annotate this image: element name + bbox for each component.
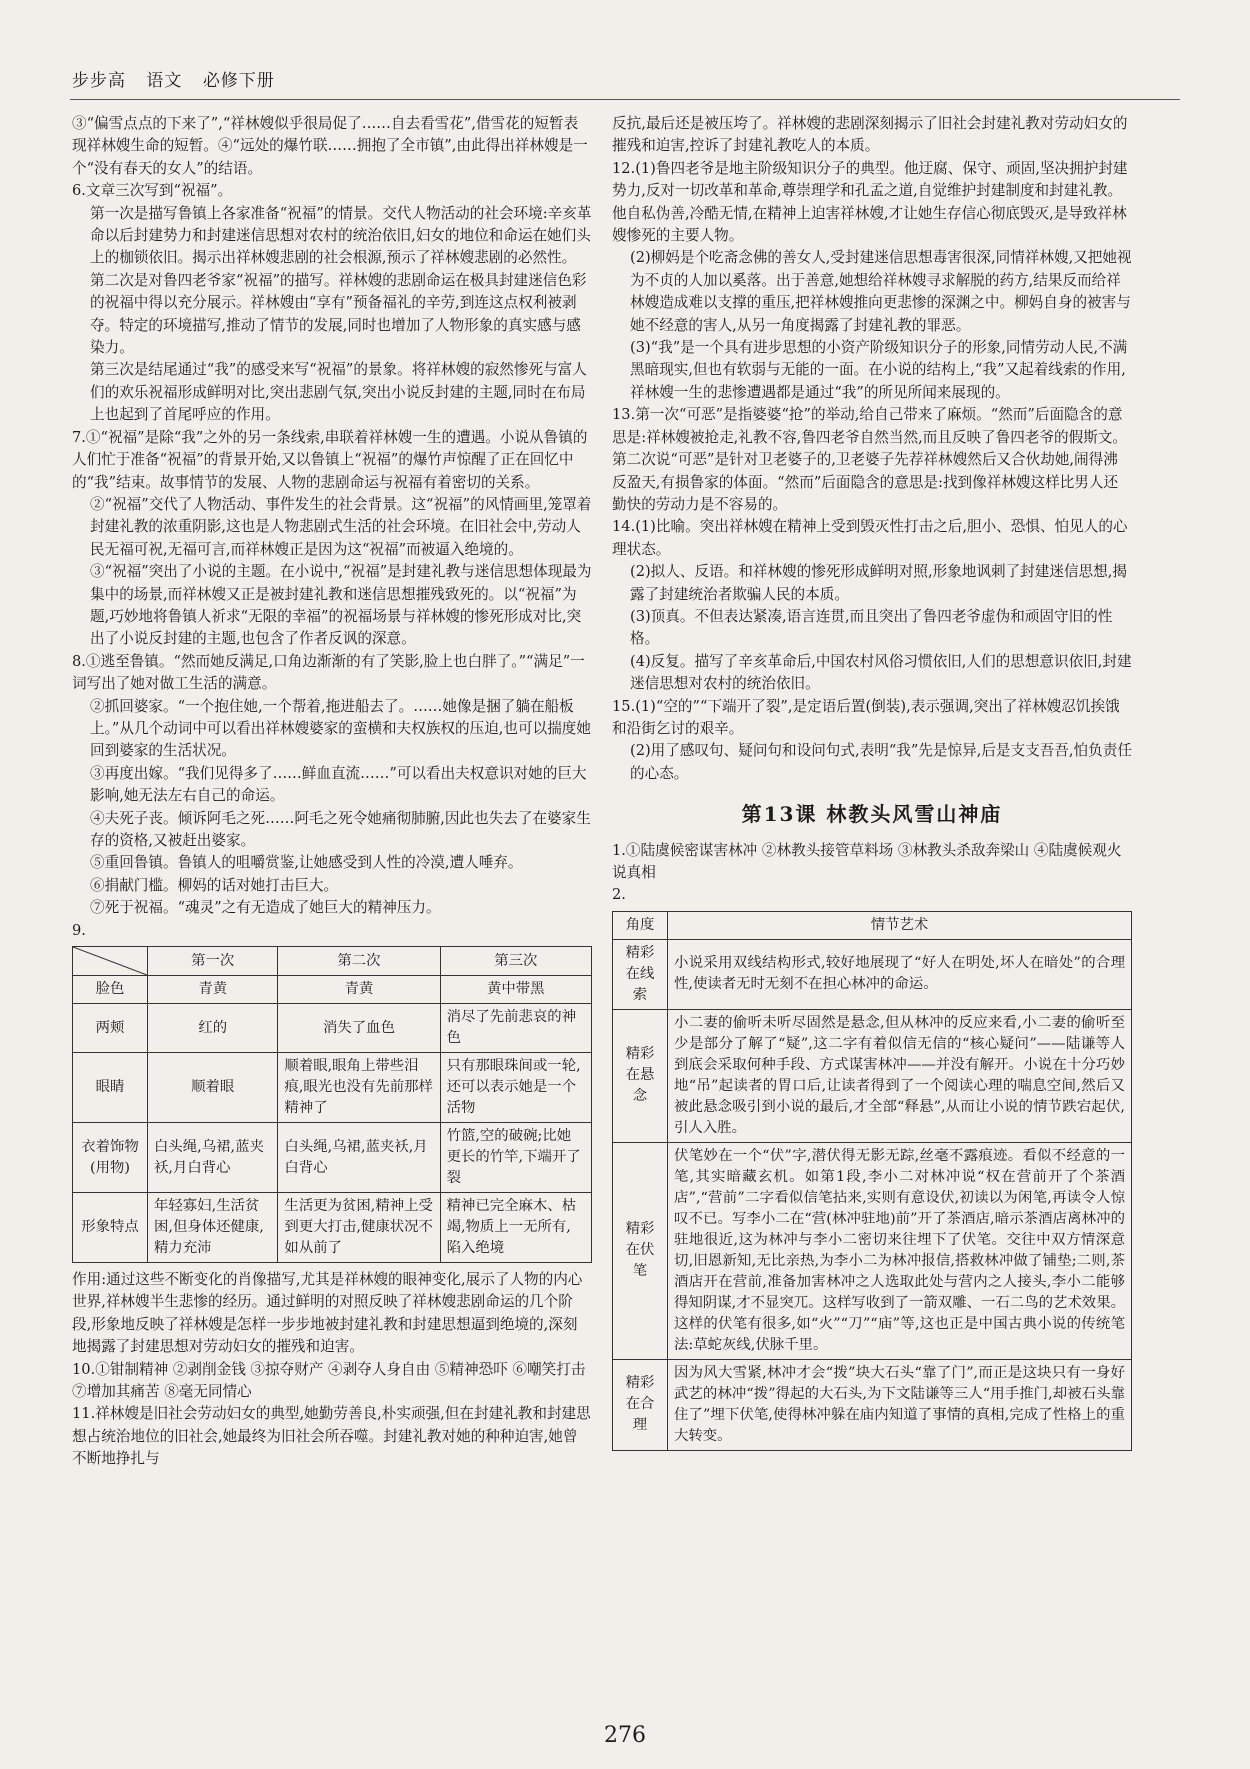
volume-label: 必修下册 [202,71,275,91]
answer-paragraph: 第二次是对鲁四老爷家“祝福”的描写。祥林嫂的悲剧命运在极具封建迷信色彩的祝福中得以充分展示。祥林嫂由“享有”预备福礼的辛劳,到连这点权利被剥夺。特定的环境描写,推动了情节的发展,同时也增加了人物形象的真实感与感染力。 [90,271,587,357]
table-header-cell: 第二次 [278,947,440,976]
answer-paragraph: 7.①“祝福”是除“我”之外的另一条线索,串联着祥林嫂一生的遭遇。小说从鲁镇的人们忙于准备“祝福”的背景开始,又以鲁镇上“祝福”的爆竹声惊醒了正在回忆中的“我”结束。故事情节的发展、人物的悲剧命运与祝福有着密切的关系。 [72,428,588,491]
right-column [612,113,1132,1457]
answer-paragraph: ④夫死子丧。倾诉阿毛之死……阿毛之死令她痛彻肺腑,因此也失去了在婆家生存的资格,又被赶出婆家。 [90,809,591,849]
table-cell: 白头绳,乌裙,蓝夹袄,月白背心 [278,1123,440,1193]
row-label: 形象特点 [73,1193,148,1263]
table-cell: 青黄 [148,976,278,1004]
answer-paragraph: 2. [612,886,626,904]
answer-paragraph: 15.(1)“空的”“下端开了裂”,是定语后置(倒装),表示强调,突出了祥林嫂忍饥挨饿和沿街乞讨的艰辛。 [612,697,1120,737]
table-cell: 竹篮,空的破碗;比她更长的竹竿,下端开了裂 [440,1123,591,1193]
table-header-cell: 第一次 [148,947,278,976]
row-label: 眼睛 [73,1053,148,1123]
answer-paragraph: ⑤重回鲁镇。鲁镇人的咀嚼赏鉴,让她感受到人性的冷漠,遭人唾弃。 [90,854,523,872]
answer-paragraph: ③再度出嫁。“我们见得多了……鲜血直流……”可以看出夫权意识对她的巨大影响,她无法左右自己的命运。 [90,764,587,805]
table-row [73,1004,592,1053]
answer-paragraph: 12.(1)鲁四老爷是地主阶级知识分子的典型。他迂腐、保守、顽固,坚决拥护封建势力,反对一切改革和革命,尊崇理学和孔孟之道,自觉维护封建制度和封建礼教。他自私伪善,冷酷无情,在精神上迫害祥林嫂,才让她生存信心彻底毁灭,是导致祥林嫂惨死的主要人物。 [612,159,1128,245]
table-row [613,1142,1132,1359]
table-cell: 红的 [148,1004,278,1053]
left-column [72,113,592,1471]
table-cell: 消失了血色 [278,1004,440,1053]
answer-paragraph: (4)反复。描写了辛亥革命后,中国农村风俗习惯依旧,人们的思想意识依旧,封建迷信思想对农村的统治依旧。 [630,652,1132,693]
row-label: 精彩在线索 [613,939,668,1009]
answer-paragraph: 6.文章三次写到“祝福”。 [72,182,233,200]
table-row [73,976,592,1004]
answer-paragraph: 10.①钳制精神 ②剥削金钱 ③掠夺财产 ④剥夺人身自由 ⑤精神恐吓 ⑥嘲笑打击 ⑦增加其痛苦 ⑧毫无同情心 [72,1360,586,1401]
answer-paragraph: 反抗,最后还是被压垮了。祥林嫂的悲剧深刻揭示了旧社会封建礼教对劳动妇女的摧残和迫害,控诉了封建礼教吃人的本质。 [612,115,1128,155]
subject-label: 语文 [146,71,183,91]
row-label: 精彩在合理 [613,1359,668,1450]
answer-paragraph: 13.第一次“可恶”是指婆婆“抢”的举动,给自己带来了麻烦。“然而”后面隐含的意思是:祥林嫂被抢走,礼教不容,鲁四老爷自然当然,而且反映了鲁四老爷的假斯文。第二次说“可恶”是针对卫老婆子的,卫老婆子先荐祥林嫂然后又合伙劫她,闹得沸反盈天,有损鲁家的体面。“然而”后面隐含的意思是:找到像祥林嫂这样比男人还勤快的劳动力是不容易的。 [612,406,1128,513]
row-label: 衣着饰物(用物) [73,1123,148,1193]
row-label: 精彩在伏笔 [613,1142,668,1359]
answer-paragraph: 作用:通过这些不断变化的肖像描写,尤其是祥林嫂的眼神变化,展示了人物的内心世界,祥林嫂半生悲惨的经历。通过鲜明的对照反映了祥林嫂悲剧命运的几个阶段,形象地反映了祥林嫂是怎样一步步地被封建礼教和封建思想逼到绝境的,深刻地揭露了封建思想对劳动妇女的摧残和迫害。 [72,1271,583,1356]
answer-paragraph: 9. [72,921,86,939]
answer-paragraph: ③“偏雪点点的下来了”,“祥林嫂似乎很局促了……自去看雪花”,借雪花的短暂表现祥林嫂生命的短暂。④“远处的爆竹联……拥抱了全市镇”,由此得出祥林嫂是一个“没有春天的女人”的结语。 [72,115,588,177]
page-number: 276 [604,1723,646,1748]
table-cell: 小二妻的偷听未听尽固然是悬念,但从林冲的反应来看,小二妻的偷听至少是部分了解了“疑”,这二字有着似信无信的“核心疑问”——陆谦等人到底会采取何种手段、方式谋害林冲——并没有解开。小说在十分巧妙地“吊”起读者的胃口后,让读者得到了一个阅读心理的喘息空间,然后又被此悬念吸引到小说的最后,才全部“释悬”,从而让小说的情节跌宕起伏,引人入胜。 [668,1009,1132,1142]
lesson-title: 第13课 林教头风雪山神庙 [741,802,1003,827]
table-cell: 生活更为贫困,精神上受到更大打击,健康状况不如从前了 [278,1193,440,1263]
answer-paragraph: ②“祝福”交代了人物活动、事件发生的社会背景。这“祝福”的风情画里,笼罩着封建礼教的浓重阴影,这也是人物悲剧式生活的社会环境。在旧社会中,劳动人民无福可祝,无福可言,而祥林嫂正是因为这“祝福”而被逼入绝境的。 [90,495,592,558]
table-cell: 年轻寡妇,生活贫困,但身体还健康,精力充沛 [148,1193,278,1263]
answer-paragraph: ②抓回婆家。“一个抱住她,一个帮着,拖进船去了。……她像是捆了躺在船板上。”从几个动词中可以看出祥林嫂婆家的蛮横和夫权族权的压迫,也可以揣度她回到婆家的生活状况。 [90,697,591,760]
portrait-comparison-table [72,946,592,1263]
row-label: 脸色 [73,976,148,1004]
table-header-row [613,911,1132,939]
row-label: 精彩在悬念 [613,1009,668,1142]
table-corner-cell [73,947,148,976]
table-header-row [73,947,592,976]
table-row [613,1009,1132,1142]
table-cell: 精神已完全麻木、枯竭,物质上一无所有,陷入绝境 [440,1193,591,1263]
table-cell: 因为风大雪紧,林冲才会“拨”块大石头“靠了门”,而正是这块只有一身好武艺的林冲“拨”得起的大石头,为下文陆谦等三人“用手推门,却被石头靠住了”埋下伏笔,使得林冲躲在庙内知道了事情的真相,完成了性格上的重大转变。 [668,1359,1132,1450]
answer-paragraph: (2)柳妈是个吃斋念佛的善女人,受封建迷信思想毒害很深,同情祥林嫂,又把她视为不贞的人加以奚落。出于善意,她想给祥林嫂寻求解脱的药方,结果反而给祥林嫂造成难以支撑的重压,把祥林嫂推向更悲惨的深渊之中。柳妈自身的被害与她不经意的害人,从另一角度揭露了封建礼教的罪恶。 [630,249,1132,334]
table-cell: 消尽了先前悲哀的神色 [440,1004,591,1053]
answer-paragraph: (2)拟人、反语。和祥林嫂的惨死形成鲜明对照,形象地讽刺了封建迷信思想,揭露了封建统治者欺骗人民的本质。 [630,563,1127,603]
table-cell: 顺着眼 [148,1053,278,1123]
answer-paragraph: (3)“我”是一个具有进步思想的小资产阶级知识分子的形象,同情劳动人民,不满黑暗现实,但也有软弱与无能的一面。在小说的结构上,“我”又起着线索的作用,祥林嫂一生的悲惨遭遇都是通过“我”的所见所闻来展现的。 [630,339,1128,401]
table-row [613,1359,1132,1450]
answer-paragraph: 11.祥林嫂是旧社会劳动妇女的典型,她勤劳善良,朴实顽强,但在封建礼教和封建思想占统治地位的旧社会,她最终为旧社会所吞噬。封建礼教对她的种种迫害,她曾不断地挣扎与 [72,1405,591,1468]
plot-art-table [612,911,1132,1451]
answer-paragraph: (2)用了感叹句、疑问句和设问句式,表明“我”先是惊异,后是支支吾吾,怕负责任的心态。 [630,742,1132,782]
book-title: 步步高 [72,71,126,91]
table-header-cell: 情节艺术 [668,911,1132,939]
page-header [72,66,289,91]
table-row [613,939,1132,1009]
header-rule [70,99,1180,100]
table-header-cell: 角度 [613,911,668,939]
table-cell: 伏笔妙在一个“伏”字,潜伏得无影无踪,丝毫不露痕迹。看似不经意的一笔,其实暗藏玄机。如第1段,李小二对林冲说“权在营前开了个茶酒店”,“营前”二字看似信笔拈来,实则有意设伏,初读以为闲笔,再读令人惊叹不已。写李小二在“营(林冲驻地)前”开了茶酒店,暗示茶酒店离林冲的驻地很近,这为林冲与李小二密切来往埋下了伏笔。交往中双方情深意切,旧恩新知,无比亲热,为李小二为林冲报信,搭救林冲做了铺垫;二则,茶酒店开在营前,准备加害林冲之人选取此处与营内之人接头,李小二能够得知阴谋,才不显突兀。这样写收到了一箭双雕、一石二鸟的艺术效果。这样的伏笔有很多,如“火”“刀”“庙”等,这也正是中国古典小说的传统笔法:草蛇灰线,伏脉千里。 [668,1142,1132,1359]
answer-paragraph: (3)顶真。不但表达紧凑,语言连贯,而且突出了鲁四老爷虚伪和顽固守旧的性格。 [630,607,1113,648]
answer-paragraph: ⑥捐献门槛。柳妈的话对她打击巨大。 [90,876,339,894]
answer-paragraph: 1.①陆虞候密谋害林冲 ②林教头接管草料场 ③林教头杀敌奔梁山 ④陆虞候观火说真相 [612,841,1122,881]
answer-paragraph: 第三次是结尾通过“我”的感受来写“祝福”的景象。将祥林嫂的寂然惨死与富人们的欢乐祝福形成鲜明对比,突出悲剧气氛,突出小说反封建的主题,同时在布局上也起到了首尾呼应的作用。 [90,361,587,424]
table-cell: 小说采用双线结构形式,较好地展现了“好人在明处,坏人在暗处”的合理性,使读者无时无刻不在担心林冲的命运。 [668,939,1132,1009]
table-cell: 顺着眼,眼角上带些泪痕,眼光也没有先前那样精神了 [278,1053,440,1123]
answer-paragraph: 8.①逃至鲁镇。“然而她反满足,口角边渐渐的有了笑影,脸上也白胖了。”“满足”一词写出了她对做工生活的满意。 [72,652,585,693]
answer-paragraph: ⑦死于祝福。“魂灵”之有无造成了她巨大的精神压力。 [90,899,441,917]
table-cell: 白头绳,乌裙,蓝夹袄,月白背心 [148,1123,278,1193]
answer-paragraph: 第一次是描写鲁镇上各家准备“祝福”的情景。交代人物活动的社会环境:辛亥革命以后封建势力和封建迷信思想对农村的统治依旧,妇女的地位和命运在她们头上的枷锁依旧。揭示出祥林嫂悲剧的社会根源,预示了祥林嫂悲剧的必然性。 [90,204,592,267]
table-row [73,1053,592,1123]
table-cell: 只有那眼珠间或一轮,还可以表示她是一个活物 [440,1053,591,1123]
table-cell: 青黄 [278,976,440,1004]
table-header-cell: 第三次 [440,947,591,976]
table-row [73,1123,592,1193]
table-cell: 黄中带黑 [440,976,591,1004]
row-label: 两颊 [73,1004,148,1053]
answer-paragraph: 14.(1)比喻。突出祥林嫂在精神上受到毁灭性打击之后,胆小、恐惧、怕见人的心理状态。 [612,518,1128,558]
table-row [73,1193,592,1263]
answer-paragraph: ③“祝福”突出了小说的主题。在小说中,“祝福”是封建礼教与迷信思想体现最为集中的场景,而祥林嫂又正是被封建礼教和迷信思想摧残致死的。以“祝福”为题,巧妙地将鲁镇人祈求“无限的幸福”的祝福场景与祥林嫂的惨死形成对比,突出了小说反封建的主题,也包含了作者反讽的深意。 [90,563,592,648]
